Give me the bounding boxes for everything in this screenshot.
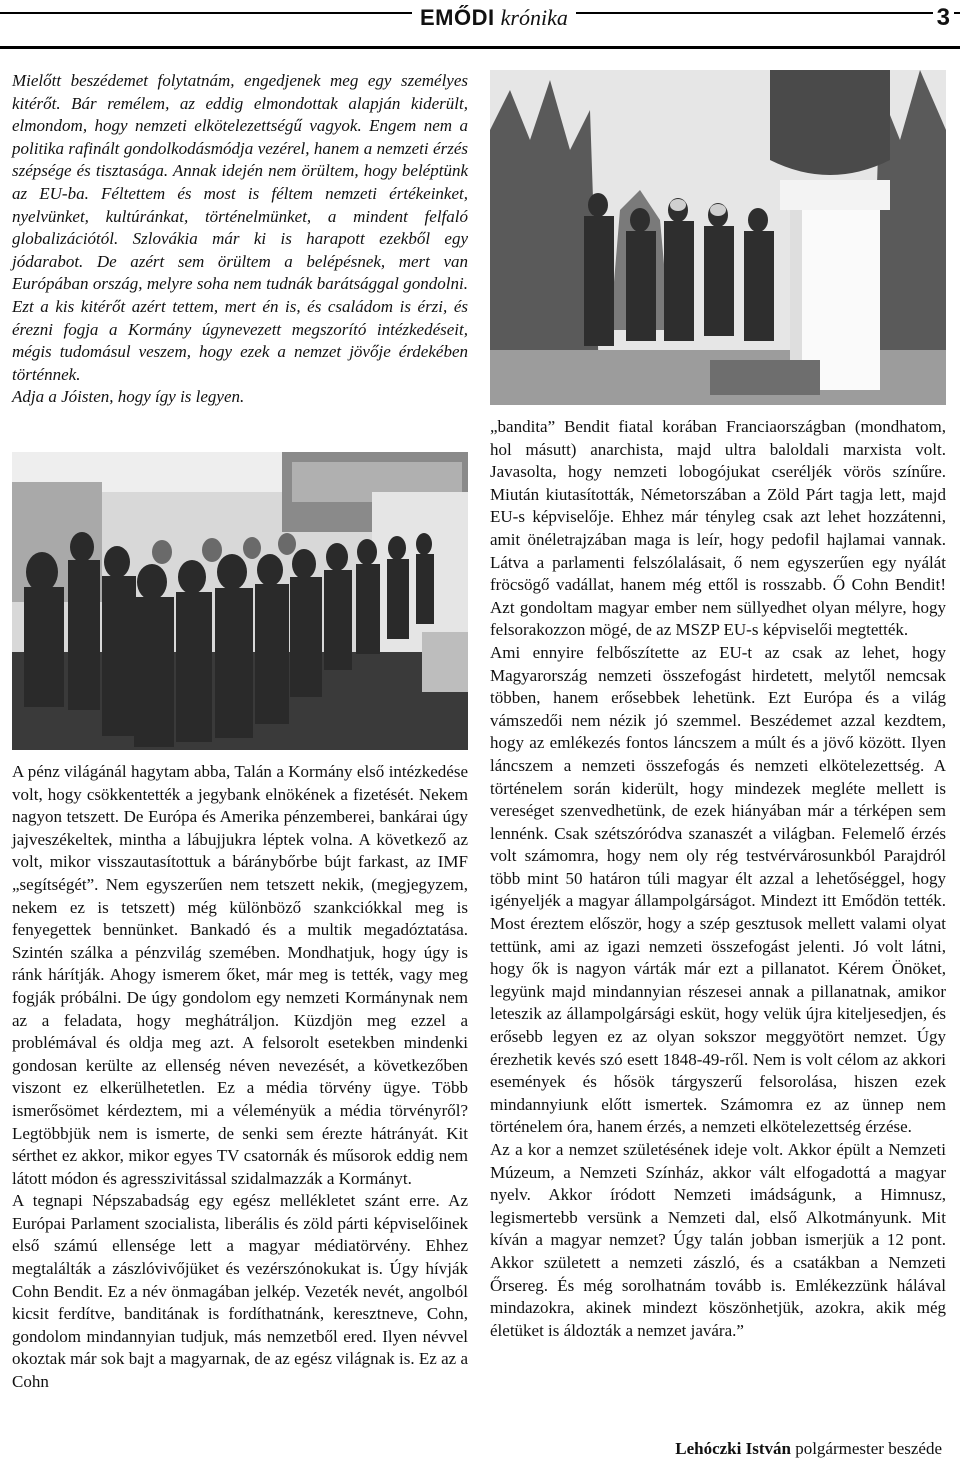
signature <box>675 1438 942 1460</box>
masthead-section: krónika <box>500 5 568 30</box>
left-paragraph-2: A tegnapi Népszabadság egy egész mellékletet szánt erre. Az Európai Parlament szocialista, liberális és zöld párti képviselőinek első számú ellensége lett a magyar médiatörvény. Ehhez megtalálták a zászlóvivőjüket és vezérszónokukat is. Úgy hívják Cohn Bendit. Ez a név önmagában jelkép. Vezeték nevét, angolból kicsit ferdítve, banditának is fordíthatnánk, keresztneve, Cohn, gondolom mindannyian tudjuk, más nemzetből ered. Ilyen névvel okoztak már sok bajt a magyarnak, de az egész világnak is. Ez az a Cohn <box>12 1191 468 1392</box>
right-paragraph-1: „bandita” Bendit fiatal korában Franciaországban (mondhatom, hol másutt) anarchista, majd ultra baloldali marxista volt. Javasolta, hogy nemzeti lobogójukat cseréljék vörös színűre. Miután kiutasították, Németorszában a Zöld Párt tagja lett, majd EU-s képviselője. Ehhez már tényleg csak azt lehet hozzátenni, amit önéletrajzában maga is leír, hogy pedofil hajlamai vannak. Látva a parlamenti felszólalásait, ő nem egyszerűen egy nyálát fröcsögő vadállat, hanem még ettől is rosszabb. Ő Cohn Bendit! Azt gondoltam magyar ember nem süllyedhet olyan mélyre, hogy felsorakozzon mögé, de az MSZP EU-s képviselői megtették. <box>490 417 946 640</box>
right-paragraph-3: Az a kor a nemzet születésének ideje volt. Akkor épült a Nemzeti Múzeum, a Nemzeti Színház, akkor vált elfogadottá a magyar nyelv. Akkor íródott Nemzeti imádságunk, a Himnusz, legismertebb versünk a Nemzeti dal, első Alkotmányunk. Mit kíván a magyar nemzet? Úgy talán jobban ismerjük a 12 pont. Akkor született a nemzeti zászló, és a csatákban a Nemzeti Őrsereg. És még sorolhatnám tovább is. Emlékezzünk hálával mindazokra, akinek mindezt köszönhetjük, azokra, akik még életüket is áldozták a nemzet javára.” <box>490 1140 946 1340</box>
header-bottom-rule <box>0 46 960 49</box>
masthead-brand: EMŐDI <box>420 5 495 30</box>
right-body-block <box>490 416 946 1342</box>
author-role: polgármester beszéde <box>795 1439 942 1458</box>
intro-paragraph: Mielőtt beszédemet folytatnám, engedjenek meg egy személyes kitérőt. Bár remélem, az eddig elmondottak alapján kiderült, elmondom, hogy nemzeti elkötelezettségű vagyok. Engem nem a politika rafinált gondolkodásmódja vezérel, hanem a nemzeti érzés szépsége és tisztasága. Annak idején nem örültem, hogy beléptünk az EU-ba. Féltettem és most is féltem nemzeti értékeinket, nyelvünket, kultúránkat, történelmünket, a mindent felfaló globalizációtól. Szlovákia már ki is harapott ezekből egy jódarabot. De azért sem örültem a belépésnek, mert van Európában ország, melyre soha nem tudnák barátsággal gondolni. Ezt a kis kitérőt azért tettem, mert én is, és családom is érzi, és érezni fogja a Kormány úgynevezett megszorító intézkedéseit, mégis tudomásul veszem, hogy ezek a nemzet jövője érdekében történnek. <box>12 71 468 384</box>
intro-closing: Adja a Jóisten, hogy így is legyen. <box>12 387 245 407</box>
page-header <box>0 0 960 50</box>
crowd-photo <box>12 452 468 750</box>
author-name: Lehóczki István <box>675 1439 791 1458</box>
left-intro-block <box>12 70 468 409</box>
left-paragraph-1: A pénz világánál hagytam abba, Talán a Kormány első intézkedése volt, hogy csökkentették a jegybank elnökének a fizetését. Nekem nagyon tetszett. De Európa és Amerika pénzemberei, bankárai úgy jajveszékeltek, mintha a lábujjukra léptek volna. A következő az volt, mikor visszautasítottuk a báránybőrbe bújt farkast, az IMF „segítségét”. Nem egyszerűen nem tetszett nekik, (megjegyzem, nekem ez is tetszett) még különböző szankciókkal meg is fenyegettek bennünket. Bankadó és a multik megadóztatása. Szintén szálka a pénzvilág szemében. Mondhatjuk, hogy úgy is ránk hárítják. Ahogy ismerem őket, már meg is tették, vagy meg fogják próbálni. De úgy gondolom egy nemzeti Kormánynak nem az a feladata, hogy meghátráljon. Küzdjön meg ezzel a problémával és oldja meg azt. A felsorolt esetekben mindenki gondosan kerülte az ellenség néven nevezését, a következőben viszont ez elkerülhetetlen. Ez a média törvény ügye. Több ismerősömet kérdeztem, mi a véleményük a média törvényről? Legtöbbjük nem is ismerte, de senki sem érezte hátrányát. Kit sérthet ez akkor, mikor egyes TV csatornák és műsorok eddig nem látott módon és agresszivitással szidalmazzák a Kormányt. <box>12 762 468 1188</box>
left-body-block <box>12 761 468 1394</box>
masthead <box>412 4 576 32</box>
page-number: 3 <box>933 4 954 32</box>
right-paragraph-2: Ami ennyire felbőszítette az EU-t az csak az lehet, hogy Magyarország nemzeti összefogást hirdetett, melytől nemcsak többen, hanem erősebbek lehetünk. Ezt Európa és a világ vámszedői nem nézik jó szemmel. Beszédemet azzal kezdtem, hogy az emlékezés fontos láncszem a múlt és a jövő között. Ilyen láncszem a nemzeti összefogás és nemzeti elkötelezettség. A történelem során kiderült, hogy mindezek megléte mellett is vereséget szenvedhetünk, de ezek hiányában már a térképen sem lennénk. Csak szétszóródva szanaszét a világban. Felemelő érzés volt számomra, hogy nem oly rég testvérvárosunkból Parajdról több mint 50 határon túli magyar élt azzal a lehetőséggel, hogy igényeljék a magyar állampolgárságot. Mindezt itt Emődön tették. Most éreztem először, hogy a szép gesztusok mellett valami olyat tettünk, ami az igazi nemzeti összefogást jelenti. Jó volt látni, hogy ők is nagyon várták már ezt a pillanatot. Kérem Önöket, legyünk majd mindannyian részesei annak a pillanatnak, amikor leteszik az állampolgársági esküt, hogy velük újra kiteljesedjen, és erősebb legyen ez az olyan sokszor meggyötört nemzet. Úgy érezhetik kevés szó esett 1848-49-ről. Nem is volt célom az akkori események és hősök tárgyszerű felsorolása, hiszen ezek mindannyiunk előtt ismertek. Számomra ez az ünnep nem történelem óra, hanem érzés, a nemzeti elkötelezettség érzése. <box>490 642 946 1137</box>
statue-photo-illustration <box>490 70 946 405</box>
statue-photo <box>490 70 946 405</box>
crowd-photo-illustration <box>12 452 468 750</box>
